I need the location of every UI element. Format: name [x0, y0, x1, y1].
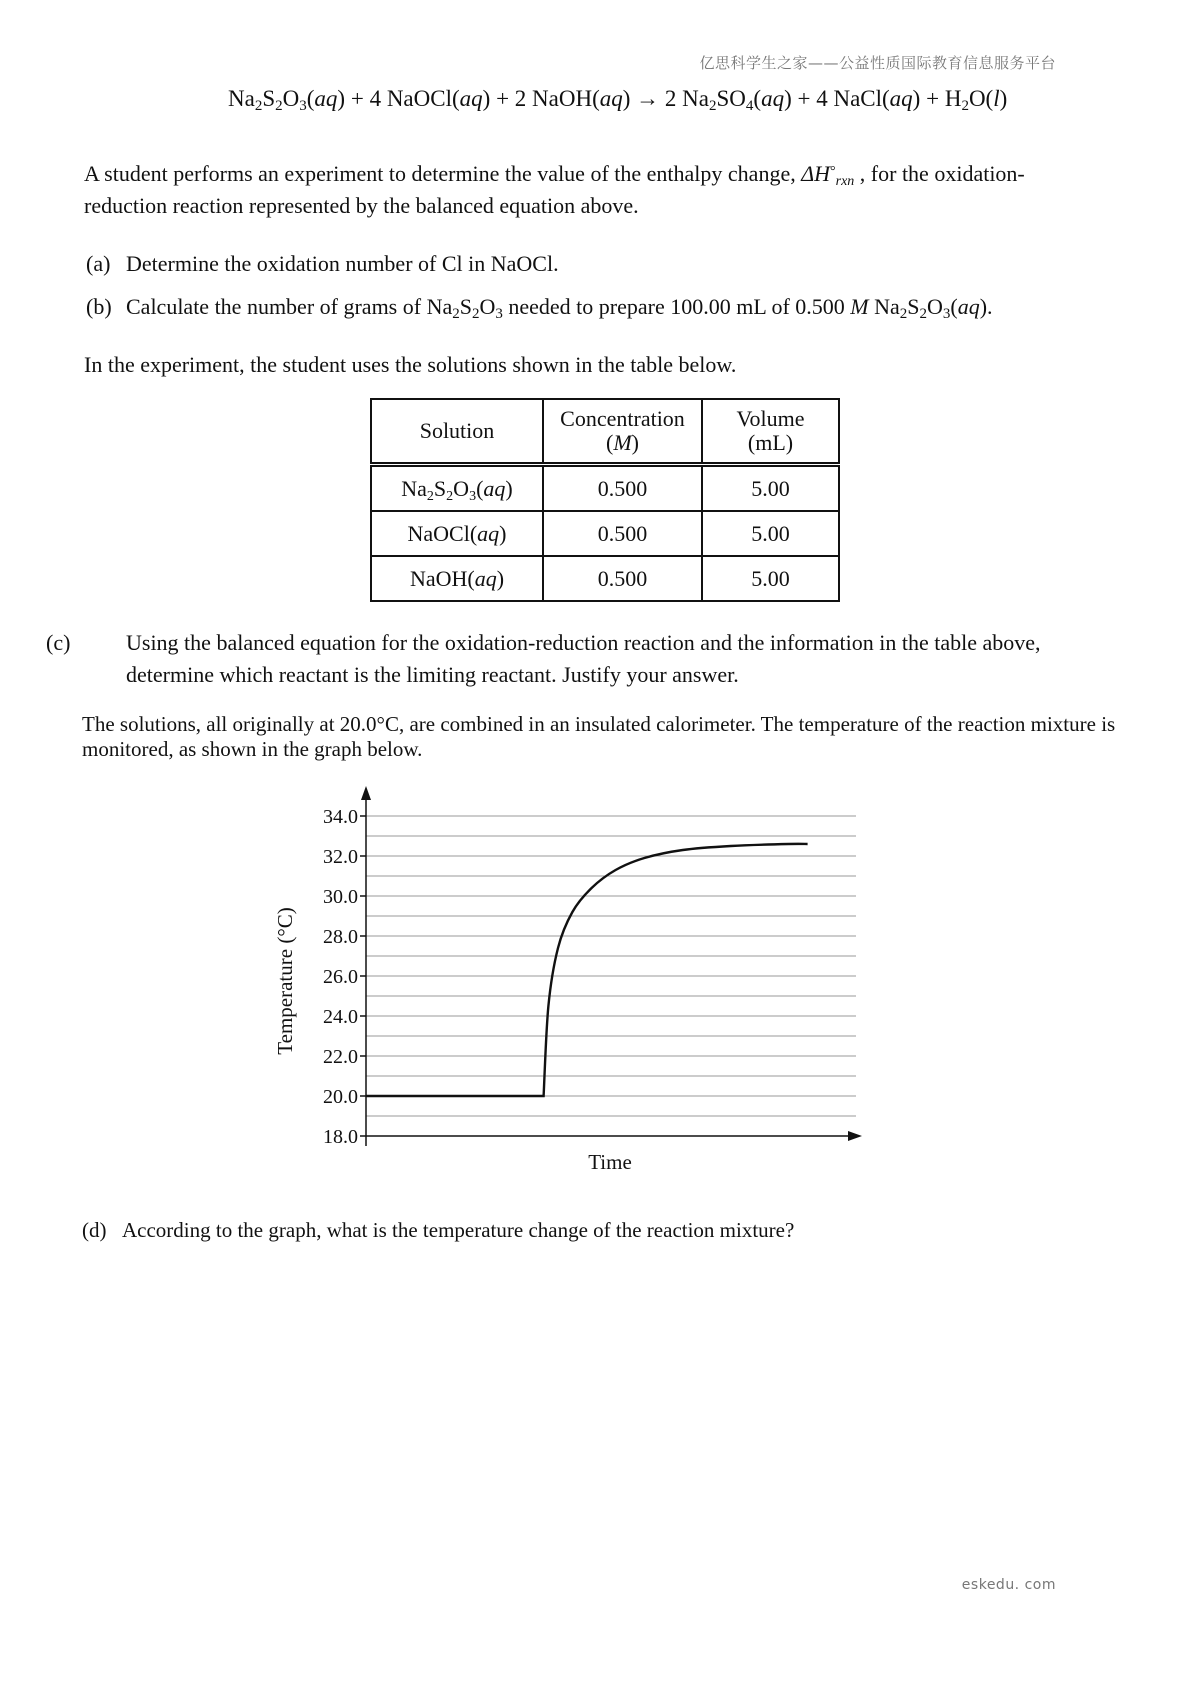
y-tick-label: 24.0: [323, 1006, 358, 1028]
x-axis-label: Time: [588, 1150, 632, 1174]
temperature-graph: [270, 780, 880, 1180]
y-tick-label: 20.0: [323, 1086, 358, 1108]
cell-solution: NaOH(aq): [371, 556, 543, 601]
enthalpy-symbol: $\Delta H^\circ_{rxn}$: [801, 161, 855, 189]
header-volume: Volume (mL): [702, 399, 839, 465]
x-axis-arrow-icon: [848, 1131, 862, 1141]
cell-solution: NaOCl(aq): [371, 511, 543, 556]
table-header-row: [371, 399, 839, 465]
table-intro: In the experiment, the student uses the solutions shown in the table below.: [84, 352, 737, 377]
table-row: [371, 465, 839, 512]
solutions-table: [370, 398, 840, 602]
cell-solution: $Na_2S_2O_3(aq)$: [371, 465, 543, 512]
y-tick-label: 22.0: [323, 1046, 358, 1068]
y-tick-label: 26.0: [323, 966, 358, 988]
question-d: (d) According to the graph, what is the temperature change of the reaction mixture?: [82, 1218, 795, 1242]
y-axis-arrow-icon: [361, 786, 371, 800]
y-tick-label: 32.0: [323, 846, 358, 868]
cell-concentration: 0.500: [543, 511, 702, 556]
balanced-equation: $Na_2S_2O_3(aq) + 4$ NaOCl(aq) + 2 NaOH(aq) → 2 $Na_2SO_4(aq) + 4$ NaCl(aq) + $H_2O(l)$: [228, 86, 1008, 114]
calorimeter-paragraph: The solutions, all originally at 20.0°C, are combined in an insulated calorimeter. The temperature of the reaction mixture is monitored, as shown in the graph below.: [82, 712, 1116, 761]
header-concentration: Concentration (M): [543, 399, 702, 465]
header-solution: Solution: [371, 399, 543, 465]
header-note: 亿思科学生之家——公益性质国际教育信息服务平台: [699, 54, 1056, 72]
y-tick-label: 30.0: [323, 886, 358, 908]
y-axis-label: Temperature (°C): [273, 907, 297, 1055]
cell-volume: 5.00: [702, 465, 839, 512]
table-row: [371, 556, 839, 601]
question-b: (b) Calculate the number of grams of $Na_2S_2O_3$ needed to prepare 100.00 mL of 0.500 M $Na_2S_2O_3(aq)$.: [86, 294, 993, 322]
y-tick-label: 18.0: [323, 1126, 358, 1148]
cell-volume: 5.00: [702, 556, 839, 601]
cell-volume: 5.00: [702, 511, 839, 556]
cell-concentration: 0.500: [543, 556, 702, 601]
intro-paragraph: A student performs an experiment to determine the value of the enthalpy change, $\Delta H^\circ_{rxn}$ , for the oxidation-reduction reaction represented by the balanced equation above.: [84, 161, 1025, 218]
cell-concentration: 0.500: [543, 465, 702, 512]
y-tick-label: 28.0: [323, 926, 358, 948]
chart-grid: [366, 816, 856, 1116]
y-tick-labels: [323, 806, 366, 1148]
question-a: (a) Determine the oxidation number of Cl in NaOCl.: [86, 251, 559, 276]
temperature-series-line: [366, 844, 808, 1096]
y-tick-label: 34.0: [323, 806, 358, 828]
table-row: [371, 511, 839, 556]
footer-note: eskedu. com: [961, 1577, 1056, 1593]
question-c: (c) Using the balanced equation for the oxidation-reduction reaction and the information in the table above, determine which reactant is the limiting reactant. Justify your answer.: [46, 630, 1041, 687]
